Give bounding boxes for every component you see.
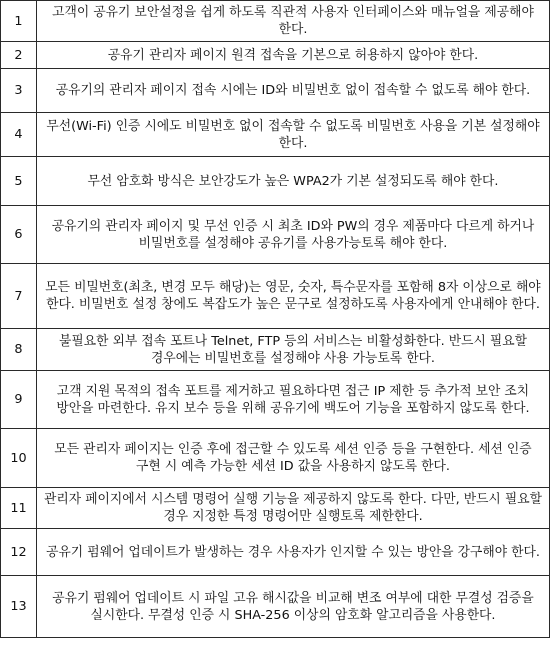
row-description: 고객 지원 목적의 접속 포트를 제거하고 필요하다면 접근 IP 제한 등 추가적 보안 조치 방안을 마련한다. 유지 보수 등을 위해 공유기에 백도어 기능을 포함하지 않도록 한다. [37,371,550,429]
row-number: 6 [1,206,37,264]
row-description: 공유기의 관리자 페이지 및 무선 인증 시 최초 ID와 PW의 경우 제품마다 다르게 하거나 비밀번호를 설정해야 공유기를 사용가능토록 해야 한다. [37,206,550,264]
row-number: 7 [1,264,37,329]
row-number: 13 [1,576,37,638]
table-row [1,206,550,264]
row-number: 11 [1,488,37,529]
row-number: 8 [1,329,37,371]
row-description: 관리자 페이지에서 시스템 명령어 실행 기능을 제공하지 않도록 한다. 다만, 반드시 필요할 경우 지정한 특정 명령어만 실행토록 제한한다. [37,488,550,529]
table-row [1,157,550,206]
table-row [1,264,550,329]
row-description: 공유기 펌웨어 업데이트 시 파일 고유 해시값을 비교해 변조 여부에 대한 무결성 검증을 실시한다. 무결성 인증 시 SHA-256 이상의 암호화 알고리즘을 사용한다. [37,576,550,638]
table-row [1,113,550,157]
row-description: 무선(Wi-Fi) 인증 시에도 비밀번호 없이 접속할 수 없도록 비밀번호 사용을 기본 설정해야 한다. [37,113,550,157]
row-description: 모든 비밀번호(최초, 변경 모두 해당)는 영문, 숫자, 특수문자를 포함해 8자 이상으로 해야 한다. 비밀번호 설정 창에도 복잡도가 높은 문구로 설정하도록 사용자에게 안내해야 한다. [37,264,550,329]
table-row [1,576,550,638]
table-row [1,371,550,429]
row-description: 불필요한 외부 접속 포트나 Telnet, FTP 등의 서비스는 비활성화한다. 반드시 필요할 경우에는 비밀번호를 설정해야 사용 가능토록 한다. [37,329,550,371]
row-description: 공유기의 관리자 페이지 접속 시에는 ID와 비밀번호 없이 접속할 수 없도록 해야 한다. [37,69,550,113]
row-description: 공유기 관리자 페이지 원격 접속을 기본으로 허용하지 않아야 한다. [37,42,550,69]
row-number: 5 [1,157,37,206]
table-row [1,488,550,529]
row-description: 공유기 펌웨어 업데이트가 발생하는 경우 사용자가 인지할 수 있는 방안을 강구해야 한다. [37,529,550,576]
table-row [1,529,550,576]
table-row [1,329,550,371]
row-number: 12 [1,529,37,576]
row-number: 10 [1,429,37,488]
row-number: 4 [1,113,37,157]
row-number: 3 [1,69,37,113]
row-number: 9 [1,371,37,429]
row-description: 고객이 공유기 보안설정을 쉽게 하도록 직관적 사용자 인터페이스와 매뉴얼을 제공해야 한다. [37,1,550,42]
row-number: 2 [1,42,37,69]
row-description: 무선 암호화 방식은 보안강도가 높은 WPA2가 기본 설정되도록 해야 한다. [37,157,550,206]
row-description: 모든 관리자 페이지는 인증 후에 접근할 수 있도록 세션 인증 등을 구현한다. 세션 인증 구현 시 예측 가능한 세션 ID 값을 사용하지 않도록 한다. [37,429,550,488]
table-row [1,1,550,42]
table-row [1,69,550,113]
table-row [1,42,550,69]
table-row [1,429,550,488]
row-number: 1 [1,1,37,42]
